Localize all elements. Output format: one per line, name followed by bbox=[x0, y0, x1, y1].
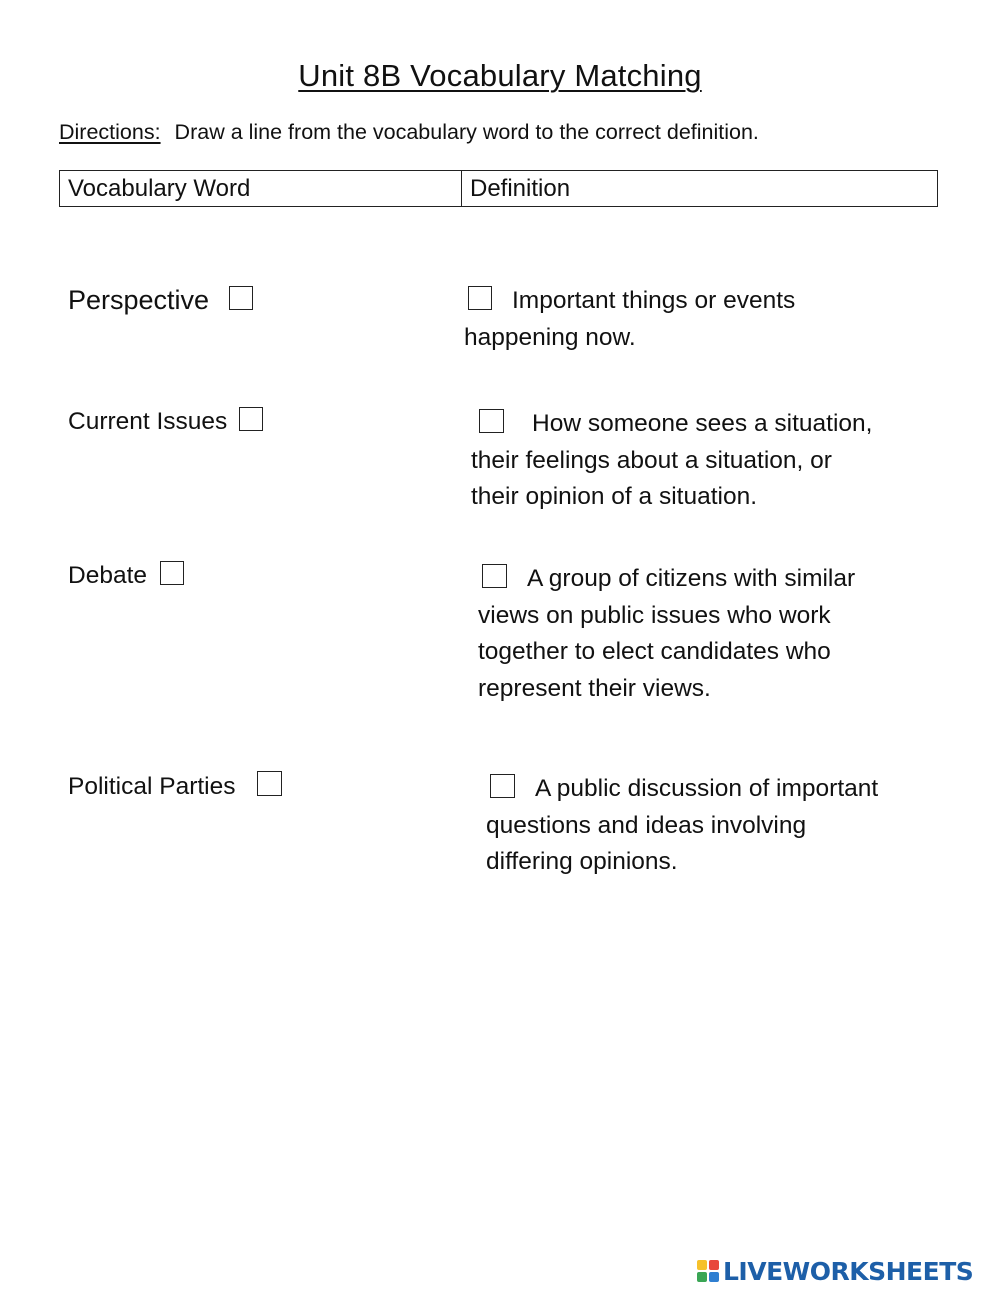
definition-line: together to elect candidates who bbox=[478, 638, 831, 665]
logo-icon bbox=[697, 1260, 719, 1282]
vocab-word: Debate bbox=[68, 562, 148, 589]
vocab-item-political-parties bbox=[68, 773, 282, 801]
logo-square-red bbox=[709, 1260, 719, 1270]
definition-item-4 bbox=[486, 771, 878, 881]
definition-line: A public discussion of important bbox=[535, 775, 879, 802]
definition-line: Important things or events bbox=[512, 287, 796, 314]
definition-line: differing opinions. bbox=[486, 848, 678, 875]
vocab-checkbox[interactable] bbox=[229, 286, 253, 310]
vocab-item-debate bbox=[68, 562, 184, 590]
definition-item-2 bbox=[471, 406, 872, 516]
vocab-checkbox[interactable] bbox=[160, 561, 184, 585]
definition-item-1 bbox=[464, 283, 795, 356]
definition-line: their feelings about a situation, or bbox=[471, 446, 832, 474]
vocabulary-word-header: Vocabulary Word bbox=[60, 171, 462, 206]
definition-line: questions and ideas involving bbox=[486, 811, 807, 839]
logo-text: LIVEWORKSHEETS bbox=[723, 1256, 974, 1286]
directions-label: Directions: bbox=[59, 120, 161, 144]
definition-header: Definition bbox=[470, 175, 571, 202]
column-header-table bbox=[59, 170, 938, 207]
directions-text: Draw a line from the vocabulary word to the correct definition. bbox=[174, 120, 759, 144]
definition-checkbox[interactable] bbox=[482, 564, 507, 588]
definition-item-3 bbox=[478, 561, 855, 707]
vocab-checkbox[interactable] bbox=[239, 407, 263, 431]
definition-line: A group of citizens with similar bbox=[527, 565, 856, 592]
vocab-item-current-issues bbox=[68, 408, 263, 436]
definition-checkbox[interactable] bbox=[479, 409, 504, 433]
vocab-checkbox[interactable] bbox=[257, 771, 282, 796]
logo-square-yellow bbox=[697, 1260, 707, 1270]
logo-square-green bbox=[697, 1272, 707, 1282]
definition-line: represent their views. bbox=[478, 674, 711, 702]
definition-checkbox[interactable] bbox=[490, 774, 515, 798]
definition-line: their opinion of a situation. bbox=[471, 483, 758, 510]
definition-line: How someone sees a situation, bbox=[532, 410, 873, 437]
vocab-word: Political Parties bbox=[68, 773, 236, 800]
page-title: Unit 8B Vocabulary Matching bbox=[298, 58, 702, 93]
definition-line: happening now. bbox=[464, 323, 636, 351]
logo-square-blue bbox=[709, 1272, 719, 1282]
vocab-item-perspective bbox=[68, 285, 253, 316]
vocab-word: Perspective bbox=[68, 285, 210, 315]
vocab-word: Current Issues bbox=[68, 408, 228, 435]
directions bbox=[59, 120, 759, 145]
definition-line: views on public issues who work bbox=[478, 601, 831, 629]
definition-checkbox[interactable] bbox=[468, 286, 492, 310]
liveworksheets-logo bbox=[697, 1258, 973, 1284]
